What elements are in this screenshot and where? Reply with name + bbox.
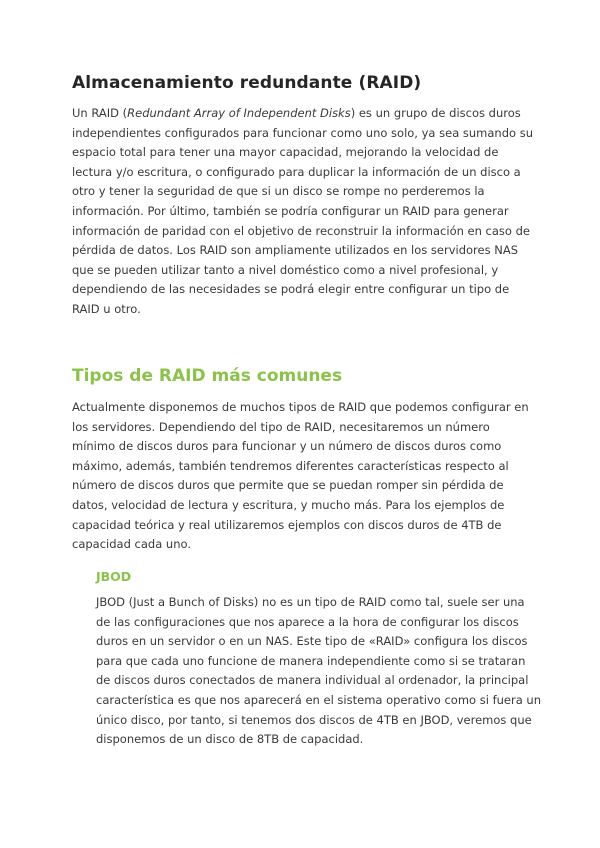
paragraph-line: mínimo de discos duros para funcionar y un número de discos duros como [72, 439, 502, 454]
paragraph-line: dependiendo de las necesidades se podrá elegir entre configurar un tipo de [72, 282, 510, 297]
text-run: ) es un grupo de discos duros [350, 106, 521, 120]
paragraph-raid-types [72, 398, 529, 555]
paragraph-line: JBOD (Just a Bunch of Disks) no es un tipo de RAID como tal, suele ser una [96, 595, 525, 609]
section-title-raid-types: Tipos de RAID más comunes [72, 366, 343, 386]
text-run: Un RAID ( [72, 106, 128, 120]
paragraph-line: de discos duros conectados de manera individual al ordenador, la principal [96, 673, 529, 688]
paragraph-line: número de discos duros que permite que se puedan romper sin pérdida de [72, 478, 504, 493]
section-title-jbod: JBOD [96, 569, 132, 584]
paragraph-line: capacidad teórica y real utilizaremos ejemplos con discos duros de 4TB de [72, 517, 502, 532]
paragraph-line: otro y tener la seguridad de que si un disco se rompe no perderemos la [72, 184, 485, 199]
paragraph-line: espacio total para tener una mayor capacidad, mejorando la velocidad de [72, 145, 499, 160]
paragraph-line: lectura y/o escritura, o configurado para duplicar la información de un disco a [72, 164, 521, 179]
section-title-raid: Almacenamiento redundante (RAID) [72, 73, 422, 93]
paragraph-line: característica es que nos aparecerá en el sistema operativo como si fuera un [96, 692, 541, 707]
paragraph-line: disponemos de un disco de 8TB de capacidad. [96, 732, 364, 747]
paragraph-line: independientes configurados para funcionar como uno solo, ya sea sumando su [72, 125, 533, 140]
paragraph-line: Actualmente disponemos de muchos tipos de RAID que podemos configurar en [72, 400, 529, 414]
paragraph-line: datos, velocidad de lectura y escritura, y mucho más. Para los ejemplos de [72, 497, 505, 512]
paragraph-line: que se pueden utilizar tanto a nivel doméstico como a nivel profesional, y [72, 262, 499, 277]
paragraph-line: pérdida de datos. Los RAID son ampliamente utilizados en los servidores NAS [72, 243, 519, 258]
paragraph-line: RAID u otro. [72, 301, 141, 316]
paragraph-line: capacidad cada uno. [72, 537, 191, 552]
paragraph-raid-intro [72, 104, 533, 320]
paragraph-line: único disco, por tanto, si tenemos dos discos de 4TB en JBOD, veremos que [96, 712, 532, 727]
italic-term: Redundant Array of Independent Disks [127, 106, 351, 120]
paragraph-jbod [96, 593, 541, 750]
paragraph-line: información. Por último, también se podría configurar un RAID para generar [72, 203, 509, 218]
paragraph-line: los servidores. Dependiendo del tipo de RAID, necesitaremos un número [72, 419, 490, 434]
paragraph-line: para que cada uno funcione de manera independiente como si se trataran [96, 653, 526, 668]
paragraph-line: duros en un servidor o en un NAS. Este tipo de «RAID» configura los discos [96, 634, 528, 649]
paragraph-line [72, 104, 533, 124]
paragraph-line: información de paridad con el objetivo de reconstruir la información en caso de [72, 223, 530, 238]
paragraph-line: de las configuraciones que nos aparece a la hora de configurar los discos [96, 614, 519, 629]
paragraph-line: máximo, además, también tendremos diferentes características respecto al [72, 458, 509, 473]
